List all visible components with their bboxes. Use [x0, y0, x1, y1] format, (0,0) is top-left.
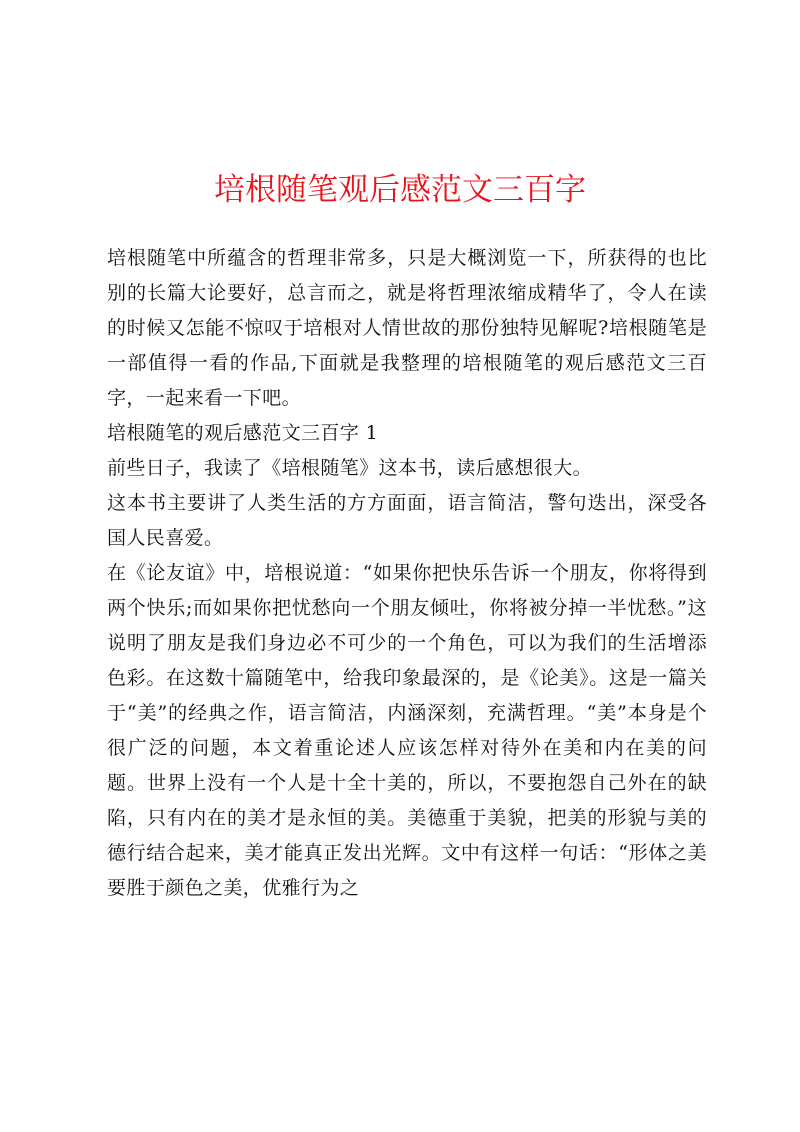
intro-paragraph: 培根随笔中所蕴含的哲理非常多，只是大概浏览一下，所获得的也比别的长篇大论要好，总言而之，就是将哲理浓缩成精华了，令人在读的时候又怎能不惊叹于培根对人情世故的那份独特见解呢?培根随笔是一部值得一看的作品,下面就是我整理的培根随笔的观后感范文三百字，一起来看一下吧。 [107, 247, 707, 409]
body-paragraph: 前些日子，我读了《培根随笔》这本书，读后感想很大。 [107, 457, 593, 479]
body-paragraph: 这本书主要讲了人类生活的方方面面，语言简洁，警句迭出，深受各国人民喜爱。 [107, 492, 707, 549]
body-paragraph: 在《论友谊》中，培根说道：“如果你把快乐告诉一个朋友，你将得到两个快乐;而如果你把忧愁向一个朋友倾吐，你将被分掉一半忧愁。”这说明了朋友是我们身边必不可少的一个角色，可以为我们的生活增添色彩。在这数十篇随笔中，给我印象最深的，是《论美》。这是一篇关于“美”的经典之作，语言简洁，内涵深刻，充满哲理。“美”本身是个很广泛的问题，本文着重论述人应该怎样对待外在美和内在美的问题。世界上没有一个人是十全十美的，所以，不要抱怨自己外在的缺陷，只有内在的美才是永恒的美。美德重于美貌，把美的形貌与美的德行结合起来，美才能真正发出光辉。文中有这样一句话：“形体之美要胜于颜色之美，优雅行为之 [107, 562, 707, 899]
document-body [107, 241, 707, 906]
section-heading: 培根随笔的观后感范文三百字 1 [107, 422, 379, 444]
document-title: 培根随笔观后感范文三百字 [214, 172, 586, 208]
